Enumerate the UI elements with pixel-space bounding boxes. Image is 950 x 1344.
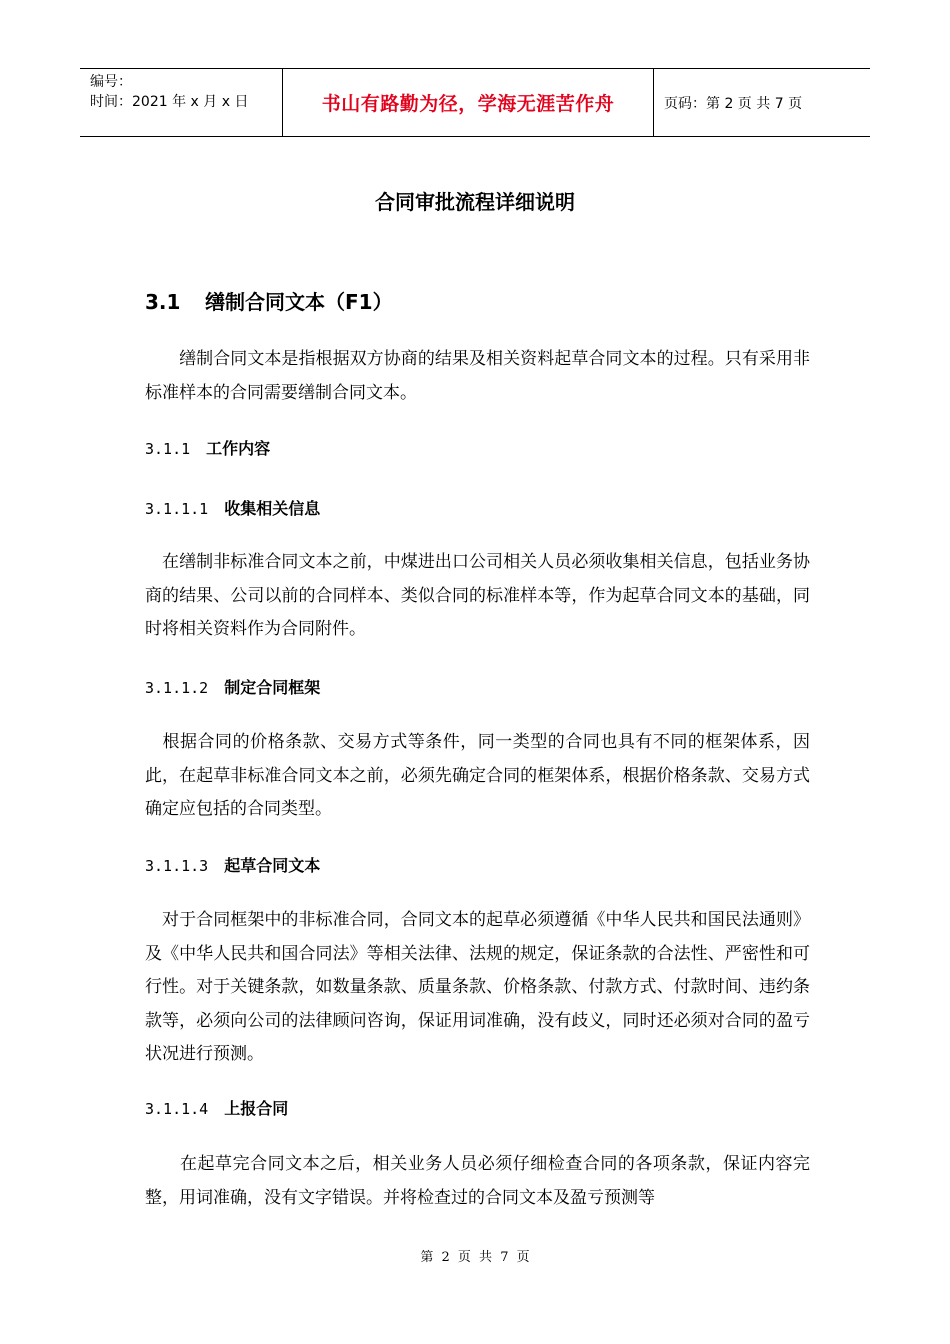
date-line: 时间：2021 年 x 月 x 日	[90, 94, 249, 110]
header-motto: 书山有路勤为径，学海无涯苦作舟	[282, 69, 654, 136]
item-paragraph: 对于合同框架中的非标准合同，合同文本的起草必须遵循《中华人民共和国民法通则》及《中华人民共和国合同法》等相关法律、法规的规定，保证条款的合法性、严密性和可行性。对于关键条款，如数量条款、质量条款、价格条款、付款方式、付款时间、违约条款等，必须向公司的法律顾问咨询，保证用词准确，没有歧义，同时还必须对合同的盈亏状况进行预测。	[145, 910, 810, 1064]
item-number: 3.1.1.3	[145, 857, 209, 875]
item-heading	[145, 853, 320, 876]
header-meta	[80, 69, 282, 136]
item-number: 3.1.1.1	[145, 500, 209, 518]
document-title: 合同审批流程详细说明	[375, 190, 575, 214]
item-paragraph: 在起草完合同文本之后，相关业务人员必须仔细检查合同的各项条款，保证内容完整，用词准确，没有文字错误。并将检查过的合同文本及盈亏预测等	[145, 1154, 810, 1208]
item-heading	[145, 1096, 288, 1119]
item-number: 3.1.1.2	[145, 679, 209, 697]
number-label: 编号：	[90, 74, 132, 90]
page-footer: 第 2 页 共 7 页	[420, 1250, 530, 1265]
subsection-title: 工作内容	[206, 439, 271, 458]
item-title: 收集相关信息	[224, 499, 321, 518]
item-paragraph: 根据合同的价格条款、交易方式等条件，同一类型的合同也具有不同的框架体系，因此，在起草非标准合同文本之前，必须先确定合同的框架体系，根据价格条款、交易方式确定应包括的合同类型。	[145, 732, 810, 819]
intro-paragraph: 缮制合同文本是指根据双方协商的结果及相关资料起草合同文本的过程。只有采用非标准样本的合同需要缮制合同文本。	[145, 349, 810, 403]
item-heading	[145, 675, 320, 698]
item-number: 3.1.1.4	[145, 1100, 209, 1118]
item-title: 上报合同	[224, 1099, 289, 1118]
item-title: 制定合同框架	[224, 678, 321, 697]
subsection-number: 3.1.1	[145, 440, 191, 458]
section-title: 缮制合同文本（F1）	[205, 290, 393, 314]
item-title: 起草合同文本	[224, 856, 321, 875]
subsection-heading	[145, 436, 270, 459]
header-page-info: 页码：第 2 页 共 7 页	[664, 95, 803, 112]
item-paragraph: 在缮制非标准合同文本之前，中煤进出口公司相关人员必须收集相关信息，包括业务协商的结果、公司以前的合同样本、类似合同的标准样本等，作为起草合同文本的基础，同时将相关资料作为合同附件。	[145, 552, 810, 639]
item-heading	[145, 496, 320, 519]
page-header	[80, 68, 870, 137]
section-heading	[145, 286, 393, 315]
section-number: 3.1	[145, 290, 181, 314]
